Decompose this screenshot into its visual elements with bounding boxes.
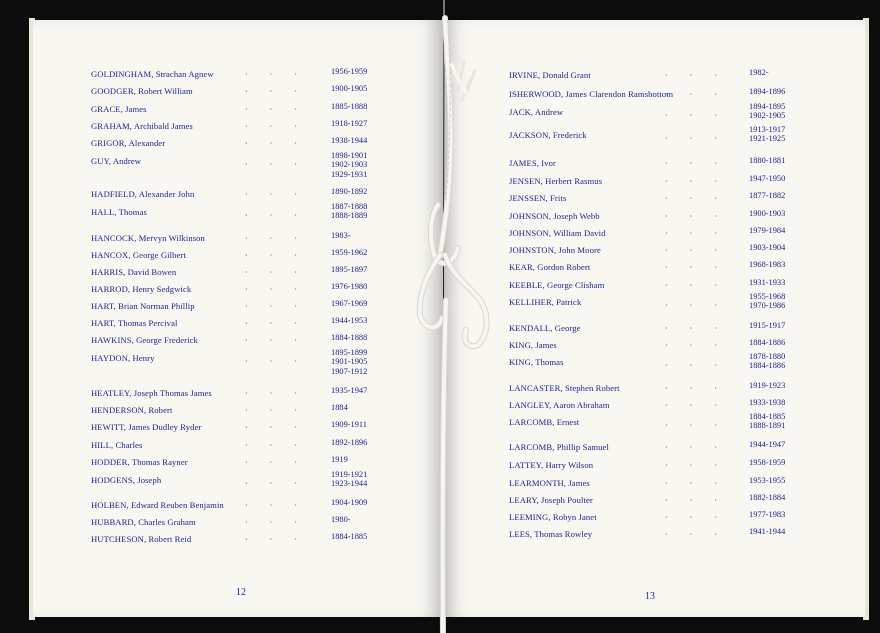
- leader-dots: ···: [245, 423, 319, 432]
- service-years: 1901-1905: [331, 357, 368, 367]
- leader-dots: ···: [245, 501, 319, 510]
- leader-dots: ···: [245, 139, 319, 148]
- entry-name: GRIGOR, Alexander: [91, 138, 166, 148]
- service-years: 1877-1882: [749, 191, 786, 200]
- entry-name: JACKSON, Frederick: [509, 130, 587, 140]
- page-number-right: 13: [645, 591, 655, 602]
- service-years: 1895-1899: [331, 348, 368, 357]
- entry-name: JENSSEN, Frits: [509, 193, 567, 203]
- service-years: 1970-1986: [749, 301, 786, 311]
- service-years: 1919-1923: [749, 381, 786, 390]
- leader-dots: ···: [245, 302, 319, 311]
- leader-dots: ···: [245, 441, 319, 450]
- entry-name: LATTEY, Harry Wilson: [509, 460, 594, 470]
- leader-dots: ···: [665, 421, 739, 430]
- entry-name: GRACE, James: [91, 104, 147, 114]
- leader-dots: ···: [245, 535, 319, 544]
- leader-dots: ···: [245, 87, 319, 96]
- leader-dots: ···: [665, 111, 739, 120]
- entry-name: HUBBARD, Charles Graham: [91, 517, 196, 527]
- service-years: 1976-1980: [331, 282, 368, 291]
- entry-name: LEES, Thomas Rowley: [509, 529, 593, 539]
- service-years: 1900-1903: [749, 209, 786, 218]
- leader-dots: ···: [245, 190, 319, 199]
- leader-dots: ···: [245, 285, 319, 294]
- leader-dots: ···: [245, 518, 319, 527]
- service-years: 1890-1892: [331, 187, 368, 196]
- entry-name: LARCOMB, Phillip Samuel: [509, 442, 609, 452]
- leader-dots: ···: [665, 443, 739, 452]
- leader-dots: ···: [245, 211, 319, 220]
- service-years: 1933-1938: [749, 398, 786, 407]
- service-years: 1884-1885: [749, 412, 786, 421]
- entry-name: KELLIHER, Patrick: [509, 297, 582, 307]
- entry-name: HARROD, Henry Sedgwick: [91, 284, 192, 294]
- leader-dots: ···: [665, 177, 739, 186]
- service-years: 1956-1959: [331, 67, 368, 76]
- service-years: 1898-1901: [331, 151, 368, 160]
- entry-name: HANCOCK, Mervyn Wilkinson: [91, 233, 205, 243]
- leader-dots: ···: [665, 384, 739, 393]
- service-years: 1884-1888: [331, 333, 368, 342]
- service-years: 1884-1885: [331, 532, 368, 541]
- leader-dots: ···: [665, 212, 739, 221]
- service-years: 1941-1944: [749, 527, 786, 536]
- entry-name: JOHNSON, Joseph Webb: [509, 211, 600, 221]
- entry-name: HILL, Charles: [91, 440, 143, 450]
- entry-name: HEATLEY, Joseph Thomas James: [91, 388, 212, 398]
- entry-name: KEEBLE, George Clisham: [509, 280, 605, 290]
- service-years: 1918-1927: [331, 119, 368, 128]
- service-years: 1944-1953: [331, 316, 368, 325]
- service-years: 1884: [331, 403, 348, 412]
- service-years: 1882-1884: [749, 493, 786, 502]
- service-years: 1967-1969: [331, 299, 368, 308]
- service-years: 1959-1962: [331, 248, 368, 257]
- service-years: 1982-: [749, 68, 769, 77]
- entry-name: HUTCHESON, Robert Reid: [91, 534, 192, 544]
- service-years: 1913-1917: [749, 125, 786, 134]
- service-years: 1979-1984: [749, 226, 786, 235]
- service-years: 1929-1931: [331, 169, 368, 179]
- entry-name: HENDERSON, Robert: [91, 405, 173, 415]
- leader-dots: ···: [245, 479, 319, 488]
- service-years: 1919: [331, 455, 348, 464]
- service-years: 1977-1983: [749, 510, 786, 519]
- service-years: 1944-1947: [749, 440, 786, 449]
- entry-name: HADFIELD, Alexander John: [91, 189, 195, 199]
- service-years: 1904-1909: [331, 498, 368, 507]
- entry-name: HOLBEN, Edward Reuben Benjamin: [91, 500, 224, 510]
- leader-dots: ···: [665, 134, 739, 143]
- entry-name: LEARMONTH, James: [509, 478, 590, 488]
- service-years: 1983-: [331, 231, 351, 240]
- leader-dots: ···: [665, 301, 739, 310]
- leader-dots: ···: [245, 122, 319, 131]
- leader-dots: ···: [665, 513, 739, 522]
- entry-name: KENDALL, George: [509, 323, 581, 333]
- leader-dots: ···: [245, 357, 319, 366]
- leader-dots: ···: [245, 319, 319, 328]
- leader-dots: ···: [665, 361, 739, 370]
- leader-dots: ···: [665, 229, 739, 238]
- service-years: 1900-1905: [331, 84, 368, 93]
- entry-name: LANGLEY, Aaron Abraham: [509, 400, 610, 410]
- leader-dots: ···: [665, 159, 739, 168]
- entry-name: GOODGER, Robert William: [91, 86, 193, 96]
- service-years: 1938-1944: [331, 136, 368, 145]
- entry-name: JACK, Andrew: [509, 107, 564, 117]
- service-years: 1894-1895: [749, 102, 786, 111]
- entry-name: LARCOMB, Ernest: [509, 417, 580, 427]
- entry-name: ISHERWOOD, James Clarendon Ramsbottom: [509, 89, 674, 99]
- service-years: 1923-1944: [331, 479, 368, 489]
- service-years: 1892-1896: [331, 438, 368, 447]
- service-years: 1902-1903: [331, 160, 368, 170]
- leader-dots: ···: [665, 479, 739, 488]
- service-years: 1958-1959: [749, 458, 786, 467]
- leader-dots: ···: [245, 160, 319, 169]
- service-years: 1980-: [331, 515, 351, 524]
- entry-name: HAWKINS, George Frederick: [91, 335, 198, 345]
- entry-name: GUY, Andrew: [91, 156, 142, 166]
- leader-dots: ···: [245, 105, 319, 114]
- entry-name: LEEMING, Robyn Janet: [509, 512, 597, 522]
- service-years: 1909-1911: [331, 420, 367, 429]
- entry-name: GOLDINGHAM, Strachan Agnew: [91, 69, 214, 79]
- service-years: 1903-1904: [749, 243, 786, 252]
- leader-dots: ···: [665, 401, 739, 410]
- entry-name: HART, Brian Norman Phillip: [91, 301, 195, 311]
- service-years: 1895-1897: [331, 265, 368, 274]
- entry-name: HARRIS, David Bowen: [91, 267, 177, 277]
- entry-name: LANCASTER, Stephen Robert: [509, 383, 620, 393]
- service-years: 1888-1891: [749, 421, 786, 431]
- leader-dots: ···: [665, 496, 739, 505]
- service-years: 1947-1950: [749, 174, 786, 183]
- entry-name: GRAHAM, Archibald James: [91, 121, 193, 131]
- service-years: 1894-1896: [749, 87, 786, 96]
- entry-name: HODDER, Thomas Rayner: [91, 457, 188, 467]
- service-years: 1880-1881: [749, 156, 786, 165]
- leader-dots: ···: [245, 234, 319, 243]
- entry-name: IRVINE, Donald Grant: [509, 70, 591, 80]
- service-years: 1907-1912: [331, 366, 368, 376]
- entry-name: JOHNSTON, John Moore: [509, 245, 601, 255]
- entry-name: KING, James: [509, 340, 557, 350]
- service-years: 1885-1888: [331, 102, 368, 111]
- service-years: 1955-1968: [749, 292, 786, 301]
- service-years: 1919-1921: [331, 470, 368, 479]
- entry-name: HANCOX, George Gilbert: [91, 250, 186, 260]
- leader-dots: ···: [665, 281, 739, 290]
- entry-name: KING, Thomas: [509, 357, 564, 367]
- entry-name: LEARY, Joseph Poulter: [509, 495, 593, 505]
- service-years: 1887-1888: [331, 202, 368, 211]
- service-years: 1931-1933: [749, 278, 786, 287]
- service-years: 1935-1947: [331, 386, 368, 395]
- leader-dots: ···: [665, 71, 739, 80]
- service-years: 1953-1955: [749, 476, 786, 485]
- leader-dots: ···: [665, 194, 739, 203]
- leader-dots: ···: [665, 263, 739, 272]
- entry-name: HODGENS, Joseph: [91, 475, 162, 485]
- entry-name: KEAR, Gordon Robert: [509, 262, 591, 272]
- leader-dots: ···: [245, 389, 319, 398]
- leader-dots: ···: [665, 90, 739, 99]
- leader-dots: ···: [245, 70, 319, 79]
- service-years: 1968-1983: [749, 260, 786, 269]
- service-years: 1878-1880: [749, 352, 786, 361]
- leader-dots: ···: [665, 324, 739, 333]
- entry-name: JOHNSON, William David: [509, 228, 606, 238]
- service-years: 1888-1889: [331, 211, 368, 221]
- leader-dots: ···: [245, 336, 319, 345]
- page-number-left: 12: [236, 587, 246, 598]
- leader-dots: ···: [245, 268, 319, 277]
- leader-dots: ···: [245, 251, 319, 260]
- leader-dots: ···: [245, 458, 319, 467]
- entry-name: JAMES, Ivor: [509, 158, 556, 168]
- entry-name: HART, Thomas Percival: [91, 318, 178, 328]
- entry-name: HAYDON, Henry: [91, 353, 155, 363]
- entry-name: JENSEN, Herbert Rasmus: [509, 176, 603, 186]
- service-years: 1915-1917: [749, 321, 786, 330]
- service-years: 1884-1886: [749, 361, 786, 371]
- leader-dots: ···: [665, 530, 739, 539]
- service-years: 1921-1925: [749, 134, 786, 144]
- leader-dots: ···: [665, 461, 739, 470]
- entry-name: HALL, Thomas: [91, 207, 147, 217]
- entry-name: HEWITT, James Dudley Ryder: [91, 422, 202, 432]
- leader-dots: ···: [665, 246, 739, 255]
- service-years: 1884-1886: [749, 338, 786, 347]
- service-years: 1902-1905: [749, 111, 786, 121]
- leader-dots: ···: [665, 341, 739, 350]
- leader-dots: ···: [245, 406, 319, 415]
